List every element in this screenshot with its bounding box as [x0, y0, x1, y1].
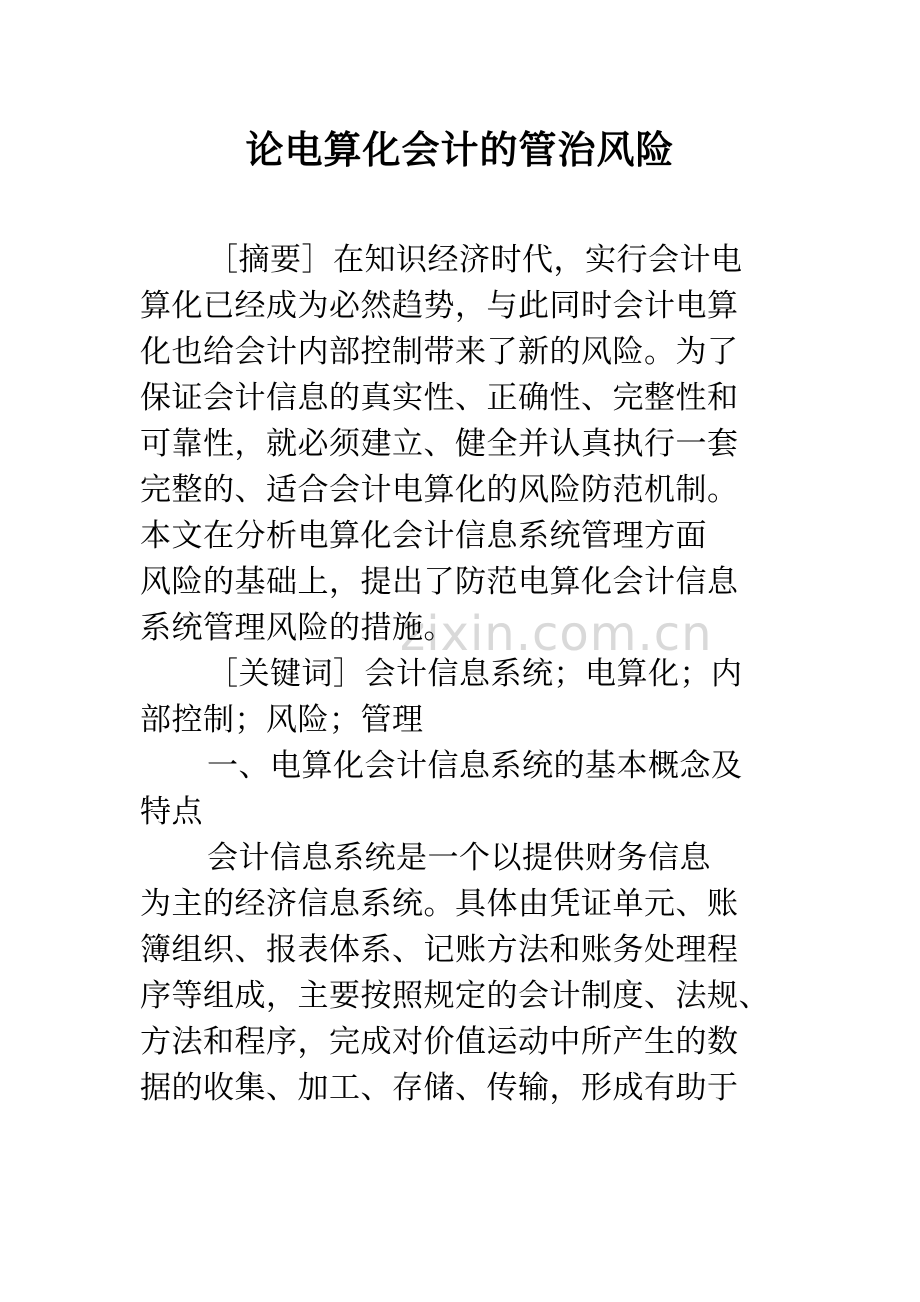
body-line-2: 为主的经济信息系统。具体由凭证单元、账: [140, 886, 739, 922]
keywords-line-2: 部控制；风险；管理: [140, 702, 424, 738]
abstract-line-4: 保证会计信息的真实性、正确性、完整性和: [140, 380, 739, 416]
abstract-line-9: 系统管理风险的措施。: [140, 610, 455, 646]
section-heading-line-1: 一、电算化会计信息系统的基本概念及: [207, 748, 743, 784]
document-title: 论电算化会计的管治风险: [245, 127, 675, 172]
abstract-line-6: 完整的、适合会计电算化的风险防范机制。: [140, 472, 739, 508]
body-line-5: 方法和程序，完成对价值运动中所产生的数: [140, 1024, 739, 1060]
section-heading-line-2: 特点: [140, 794, 203, 830]
body-line-6: 据的收集、加工、存储、传输，形成有助于: [140, 1070, 739, 1106]
abstract-line-5: 可靠性，就必须建立、健全并认真执行一套: [140, 426, 739, 462]
abstract-line-1: ［摘要］在知识经济时代，实行会计电: [207, 242, 743, 278]
abstract-line-7: 本文在分析电算化会计信息系统管理方面: [140, 518, 707, 554]
body-line-3: 簿组织、报表体系、记账方法和账务处理程: [140, 932, 739, 968]
abstract-line-3: 化也给会计内部控制带来了新的风险。为了: [140, 334, 739, 370]
abstract-line-2: 算化已经成为必然趋势，与此同时会计电算: [140, 288, 739, 324]
abstract-line-8: 风险的基础上，提出了防范电算化会计信息: [140, 564, 739, 600]
body-line-4: 序等组成，主要按照规定的会计制度、法规、: [140, 978, 770, 1014]
keywords-line-1: ［关键词］会计信息系统；电算化；内: [207, 656, 743, 692]
body-line-1: 会计信息系统是一个以提供财务信息: [207, 840, 711, 876]
watermark: zixin.com.cn: [400, 606, 713, 662]
